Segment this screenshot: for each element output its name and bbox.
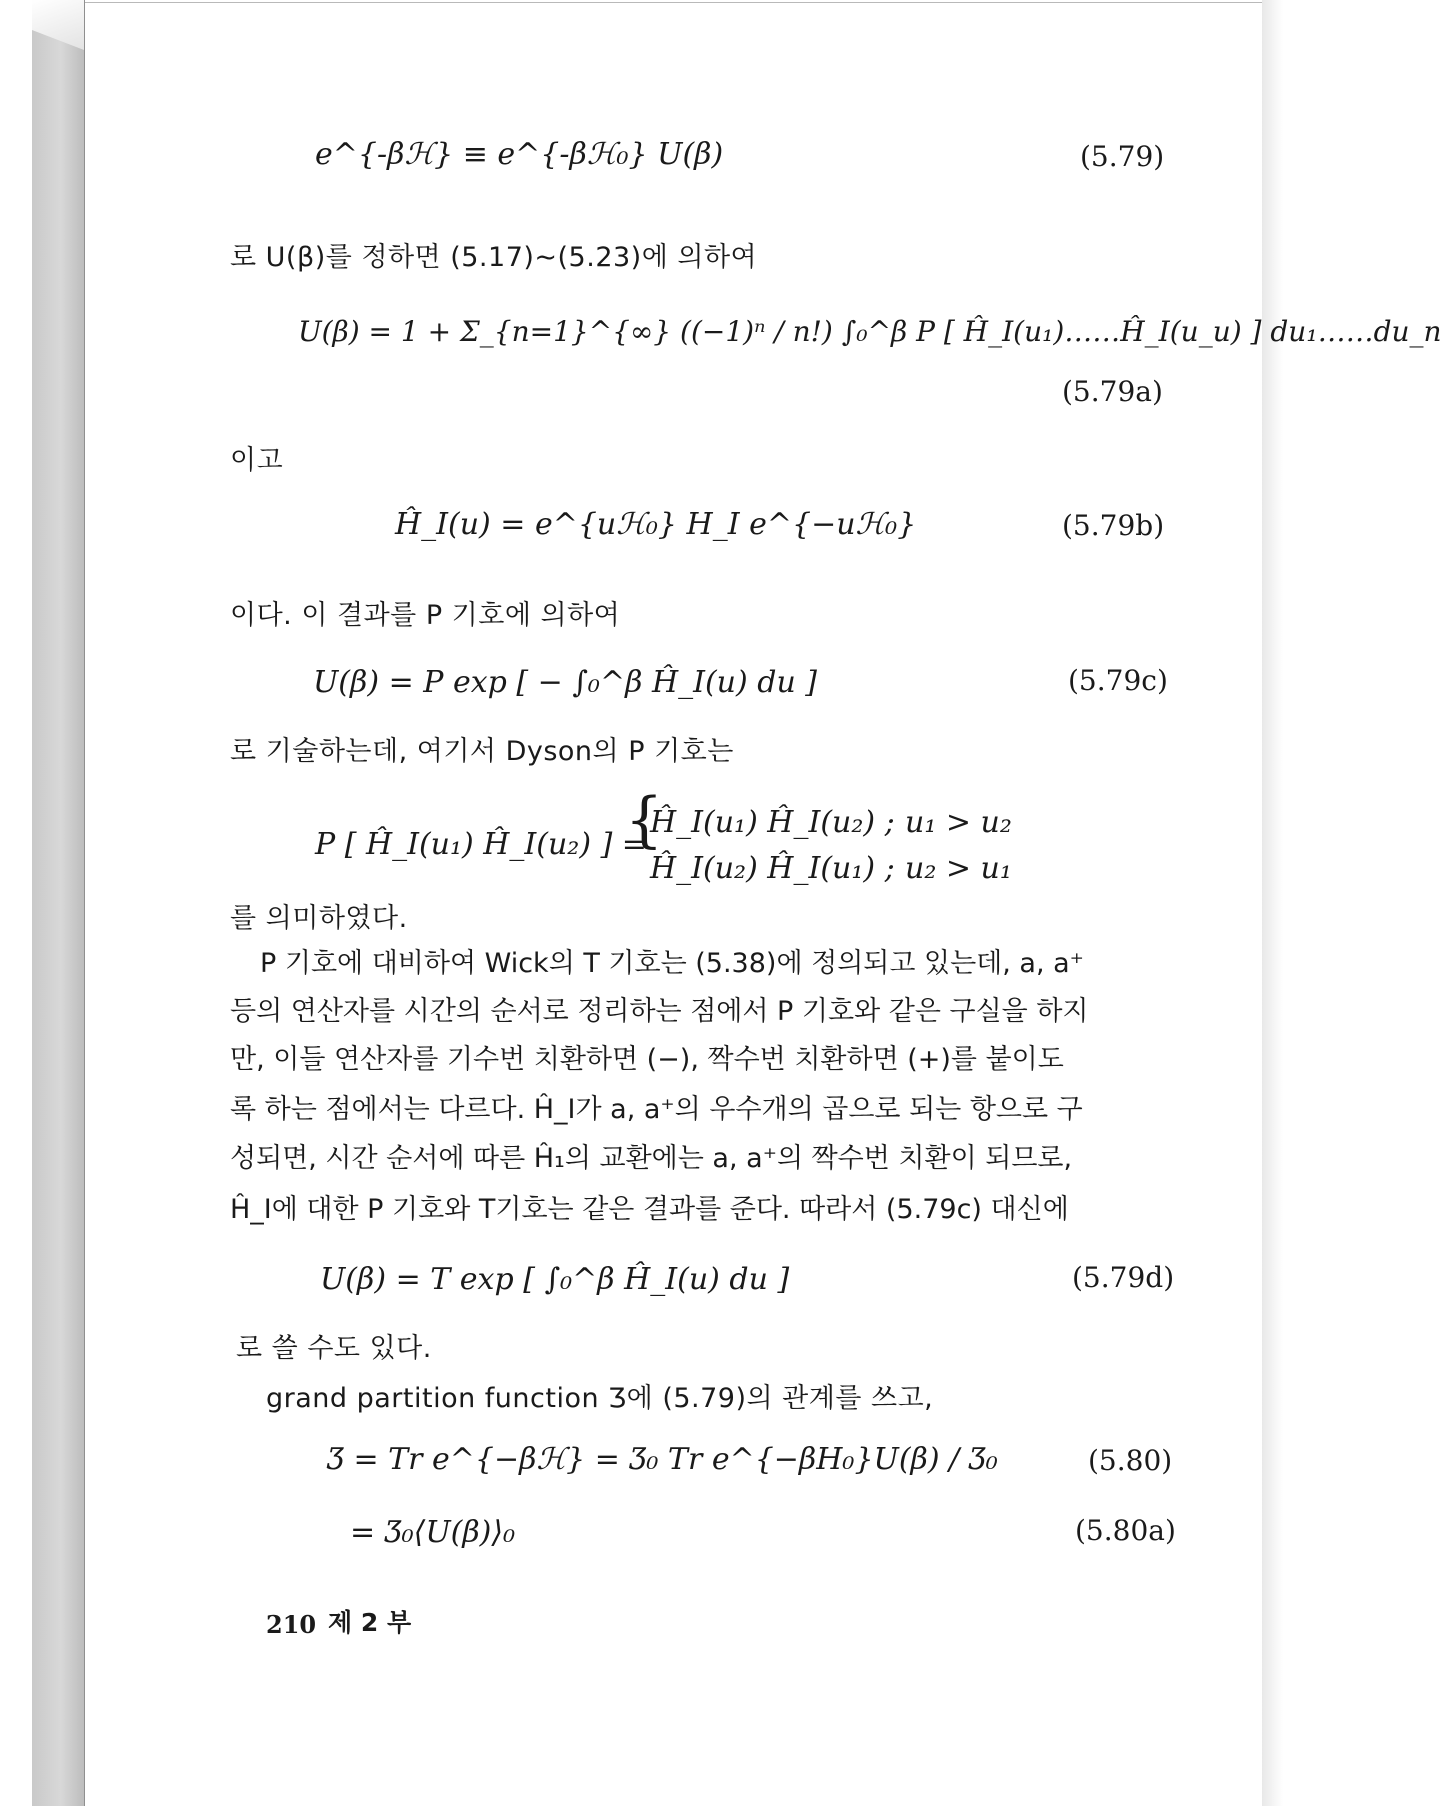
equation-number-5-79a: (5.79a): [1062, 375, 1163, 408]
p-definition-condition-1: u₁ > u₂: [905, 805, 1012, 840]
equation-5-79c: U(β) = P exp [ − ∫₀^β Ĥ_I(u) du ]: [313, 665, 818, 700]
equation-number-5-79d: (5.79d): [1072, 1261, 1175, 1294]
text-line-7: grand partition function Ʒ에 (5.79)의 관계를 쓰고,: [266, 1383, 934, 1414]
page-edge: [1262, 0, 1283, 1806]
text-line-4: 로 기술하는데, 여기서 Dyson의 P 기호는: [230, 736, 734, 767]
equation-number-5-80: (5.80): [1088, 1444, 1173, 1477]
paragraph-line-6: Ĥ_I에 대한 P 기호와 T기호는 같은 결과를 준다. 따라서 (5.79c) 대신에: [230, 1194, 1069, 1225]
p-definition-case-2: Ĥ_I(u₂) Ĥ_I(u₁) ;: [650, 851, 895, 886]
equation-5-80a: = Ʒ₀⟨U(β)⟩₀: [350, 1515, 516, 1550]
p-definition-case-1: Ĥ_I(u₁) Ĥ_I(u₂) ;: [650, 805, 895, 840]
paragraph-line-3: 만, 이들 연산자를 기수번 치환하면 (−), 짝수번 치환하면 (+)를 붙이도: [230, 1044, 1064, 1075]
equation-5-79b: Ĥ_I(u) = e^{uℋ₀} H_I e^{−uℋ₀}: [395, 507, 917, 542]
text-line-2: 이고: [230, 445, 284, 476]
paragraph-line-1: P 기호에 대비하여 Wick의 T 기호는 (5.38)에 정의되고 있는데, a, a⁺: [260, 948, 1084, 979]
paragraph-line-4: 록 하는 점에서는 다르다. Ĥ_I가 a, a⁺의 우수개의 곱으로 되는 항으로 구: [230, 1094, 1083, 1125]
p-definition-lhs: P [ Ĥ_I(u₁) Ĥ_I(u₂) ] =: [315, 827, 647, 862]
text-line-3: 이다. 이 결과를 P 기호에 의하여: [230, 600, 621, 631]
equation-5-79a: U(β) = 1 + Σ_{n=1}^{∞} ((−1)ⁿ / n!) ∫₀^β P [ Ĥ_I(u₁)……Ĥ_I(u_u) ] du₁……du_n: [298, 315, 1442, 348]
equation-5-79d: U(β) = T exp [ ∫₀^β Ĥ_I(u) du ]: [320, 1262, 790, 1297]
equation-number-5-79c: (5.79c): [1068, 664, 1168, 697]
equation-number-5-79: (5.79): [1080, 140, 1165, 173]
equation-5-79: e^{-βℋ} ≡ e^{-βℋ₀} U(β): [315, 137, 724, 172]
paragraph-line-5: 성되면, 시간 순서에 따른 Ĥ₁의 교환에는 a, a⁺의 짝수번 치환이 되므로,: [230, 1143, 1073, 1174]
text-line-1: 로 U(β)를 정하면 (5.17)∼(5.23)에 의하여: [230, 242, 758, 273]
part-label: 제 2 부: [328, 1608, 412, 1637]
equation-number-5-80a: (5.80a): [1075, 1514, 1176, 1547]
page-number: 210: [266, 1610, 317, 1639]
text-line-6: 로 쓸 수도 있다.: [236, 1333, 432, 1364]
paragraph-line-2: 등의 연산자를 시간의 순서로 정리하는 점에서 P 기호와 같은 구실을 하지: [230, 996, 1089, 1027]
p-definition-condition-2: u₂ > u₁: [905, 851, 1012, 886]
text-line-5: 를 의미하였다.: [230, 903, 408, 934]
equation-5-80: Ʒ = Tr e^{−βℋ} = Ʒ₀ Tr e^{−βH₀}U(β) / Ʒ₀: [327, 1442, 998, 1477]
equation-number-5-79b: (5.79b): [1062, 509, 1165, 542]
book-spine: [32, 0, 85, 1806]
p-definition-brace: {: [625, 785, 664, 855]
